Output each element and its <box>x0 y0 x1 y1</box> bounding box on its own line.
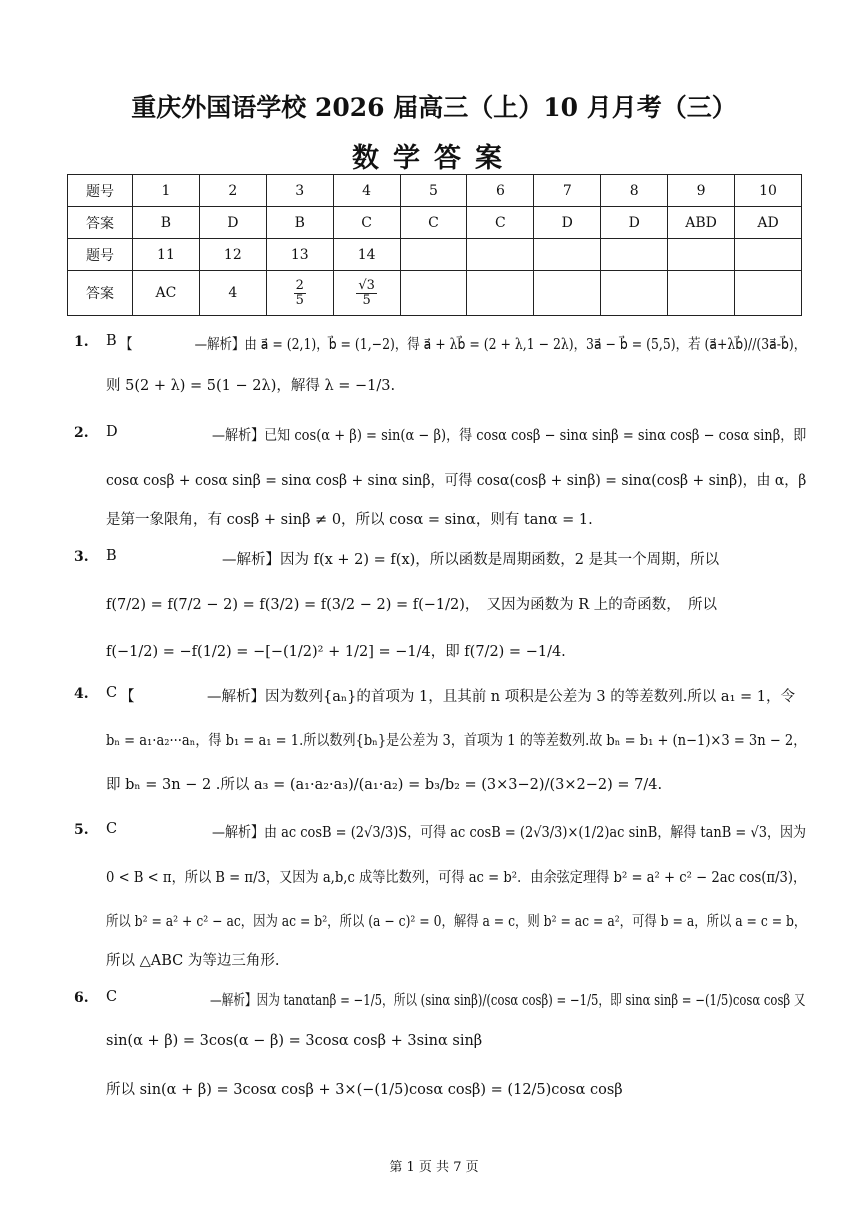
table-cell <box>668 271 735 316</box>
table-cell <box>668 239 735 271</box>
solution-line: sin(α + β) = 3cos(α − β) = 3cosα cosβ + 3sinα sinβ <box>106 1033 483 1049</box>
table-cell: 6 <box>467 175 534 207</box>
solution-line: f(7/2) = f(7/2 − 2) = f(3/2) = f(3/2 − 2) = f(−1/2)， 又因为函数为 R 上的奇函数， 所以 <box>106 597 718 613</box>
fraction <box>356 279 377 307</box>
solution-line: —解析】已知 cos(α + β) = sin(α − β)，得 cosα cosβ − sinα sinβ = sinα cosβ − cosα sinβ，即 <box>212 428 807 444</box>
solution-line: 所以 △ABC 为等边三角形. <box>106 953 280 969</box>
table-cell: D <box>199 207 266 239</box>
table-cell <box>266 271 333 316</box>
table-cell: C <box>333 207 400 239</box>
table-row <box>68 207 802 239</box>
table-cell: 10 <box>735 175 802 207</box>
table-cell: 13 <box>266 239 333 271</box>
page-footer: 第 1 页 共 7 页 <box>389 1160 479 1175</box>
table-cell: B <box>133 207 200 239</box>
row-label: 答案 <box>68 207 133 239</box>
solution-line: 【 —解析】因为数列{aₙ}的首项为 1，且其前 n 项积是公差为 3 的等差数列.所以 a₁ = 1，令 <box>120 689 795 705</box>
table-cell: ABD <box>668 207 735 239</box>
table-cell: 12 <box>199 239 266 271</box>
solution-line: cosα cosβ + cosα sinβ = sinα cosβ + sinα sinβ，可得 cosα(cosβ + sinβ) = sinα(cosβ + sinβ)，由 α，β <box>106 473 807 489</box>
row-label: 题号 <box>68 175 133 207</box>
row-label: 答案 <box>68 271 133 316</box>
solution-answer: B <box>106 333 117 349</box>
table-cell <box>735 271 802 316</box>
question-number: 1. <box>74 334 89 350</box>
table-cell: 14 <box>333 239 400 271</box>
table-cell <box>601 239 668 271</box>
table-cell: 7 <box>534 175 601 207</box>
table-row <box>68 175 802 207</box>
fraction-numerator: 2 <box>295 277 304 293</box>
table-cell: C <box>467 207 534 239</box>
fraction-denominator: 5 <box>295 292 304 308</box>
solution-line: —解析】因为 f(x + 2) = f(x)，所以函数是周期函数，2 是其一个周期，所以 <box>222 552 720 568</box>
fraction-denominator: 5 <box>362 292 371 308</box>
table-cell: 9 <box>668 175 735 207</box>
table-cell: D <box>534 207 601 239</box>
table-cell <box>735 239 802 271</box>
table-cell: 11 <box>133 239 200 271</box>
solution-answer: D <box>106 424 118 440</box>
table-cell: 2 <box>199 175 266 207</box>
question-number: 3. <box>74 549 89 565</box>
table-cell: AD <box>735 207 802 239</box>
solution-line: 是第一象限角，有 cosβ + sinβ ≠ 0，所以 cosα = sinα，则有 tanα = 1. <box>106 512 593 528</box>
solution-answer: C <box>106 685 118 701</box>
table-cell: 4 <box>333 175 400 207</box>
table-cell: B <box>266 207 333 239</box>
table-cell: 3 <box>266 175 333 207</box>
table-cell <box>333 271 400 316</box>
solution-line: 0 < B < π，所以 B = π/3，又因为 a,b,c 成等比数列，可得 ac = b²．由余弦定理得 b² = a² + c² − 2ac cos(π/3)， <box>106 870 807 886</box>
row-label: 题号 <box>68 239 133 271</box>
table-cell: 1 <box>133 175 200 207</box>
question-number: 2. <box>74 425 89 441</box>
question-number: 6. <box>74 990 89 1006</box>
solution-answer: C <box>106 989 118 1005</box>
answer-table <box>67 174 802 316</box>
solution-line: 则 5(2 + λ) = 5(1 − 2λ)，解得 λ = −1/3. <box>106 378 396 394</box>
solution-line: f(−1/2) = −f(1/2) = −[−(1/2)² + 1/2] = −1/4，即 f(7/2) = −1/4. <box>106 644 566 660</box>
table-cell: AC <box>133 271 200 316</box>
table-cell <box>467 239 534 271</box>
solution-line: —解析】因为 tanαtanβ = −1/5，所以 (sinα sinβ)/(cosα cosβ) = −1/5，即 sinα sinβ = −(1/5)cosα cosβ 又 <box>210 993 806 1009</box>
fraction-numerator: √3 <box>358 277 375 293</box>
solution-answer: C <box>106 821 118 837</box>
fraction <box>294 279 306 307</box>
question-number: 5. <box>74 822 89 838</box>
table-row <box>68 239 802 271</box>
page-title: 重庆外国语学校 2026 届高三（上）10 月月考（三） <box>131 93 737 122</box>
table-cell <box>400 271 467 316</box>
table-cell <box>467 271 534 316</box>
solution-line: 【 —解析】由 a⃗ = (2,1)，b⃗ = (1,−2)，得 a⃗ + λb⃗ = (2 + λ,1 − 2λ)，3a⃗ − b⃗ = (5,5)，若 (a⃗+λb⃗)//(3a⃗-b⃗)， <box>120 337 807 353</box>
table-cell <box>601 271 668 316</box>
table-row <box>68 271 802 316</box>
table-cell <box>400 239 467 271</box>
solution-line: —解析】由 ac cosB = (2√3/3)S，可得 ac cosB = (2√3/3)×(1/2)ac sinB，解得 tanB = √3，因为 <box>212 825 806 841</box>
table-cell: C <box>400 207 467 239</box>
table-cell: 5 <box>400 175 467 207</box>
table-cell: D <box>601 207 668 239</box>
solution-line: 即 bₙ = 3n − 2 .所以 a₃ = (a₁·a₂·a₃)/(a₁·a₂) = b₃/b₂ = (3×3−2)/(3×2−2) = 7/4. <box>106 777 663 793</box>
solution-line: 所以 b² = a² + c² − ac，因为 ac = b²，所以 (a − c)² = 0，解得 a = c，则 b² = ac = a²，可得 b = a，所以 a = c = b， <box>106 914 807 930</box>
table-cell <box>534 239 601 271</box>
table-cell <box>534 271 601 316</box>
solution-answer: B <box>106 548 117 564</box>
solution-line: 所以 sin(α + β) = 3cosα cosβ + 3×(−(1/5)cosα cosβ) = (12/5)cosα cosβ <box>106 1082 623 1098</box>
table-cell: 8 <box>601 175 668 207</box>
page-subtitle: 数学答案 <box>352 143 516 174</box>
solution-line: bₙ = a₁·a₂···aₙ，得 b₁ = a₁ = 1.所以数列{bₙ}是公差为 3，首项为 1 的等差数列.故 bₙ = b₁ + (n−1)×3 = 3n − 2， <box>106 733 807 749</box>
question-number: 4. <box>74 686 89 702</box>
table-cell: 4 <box>199 271 266 316</box>
